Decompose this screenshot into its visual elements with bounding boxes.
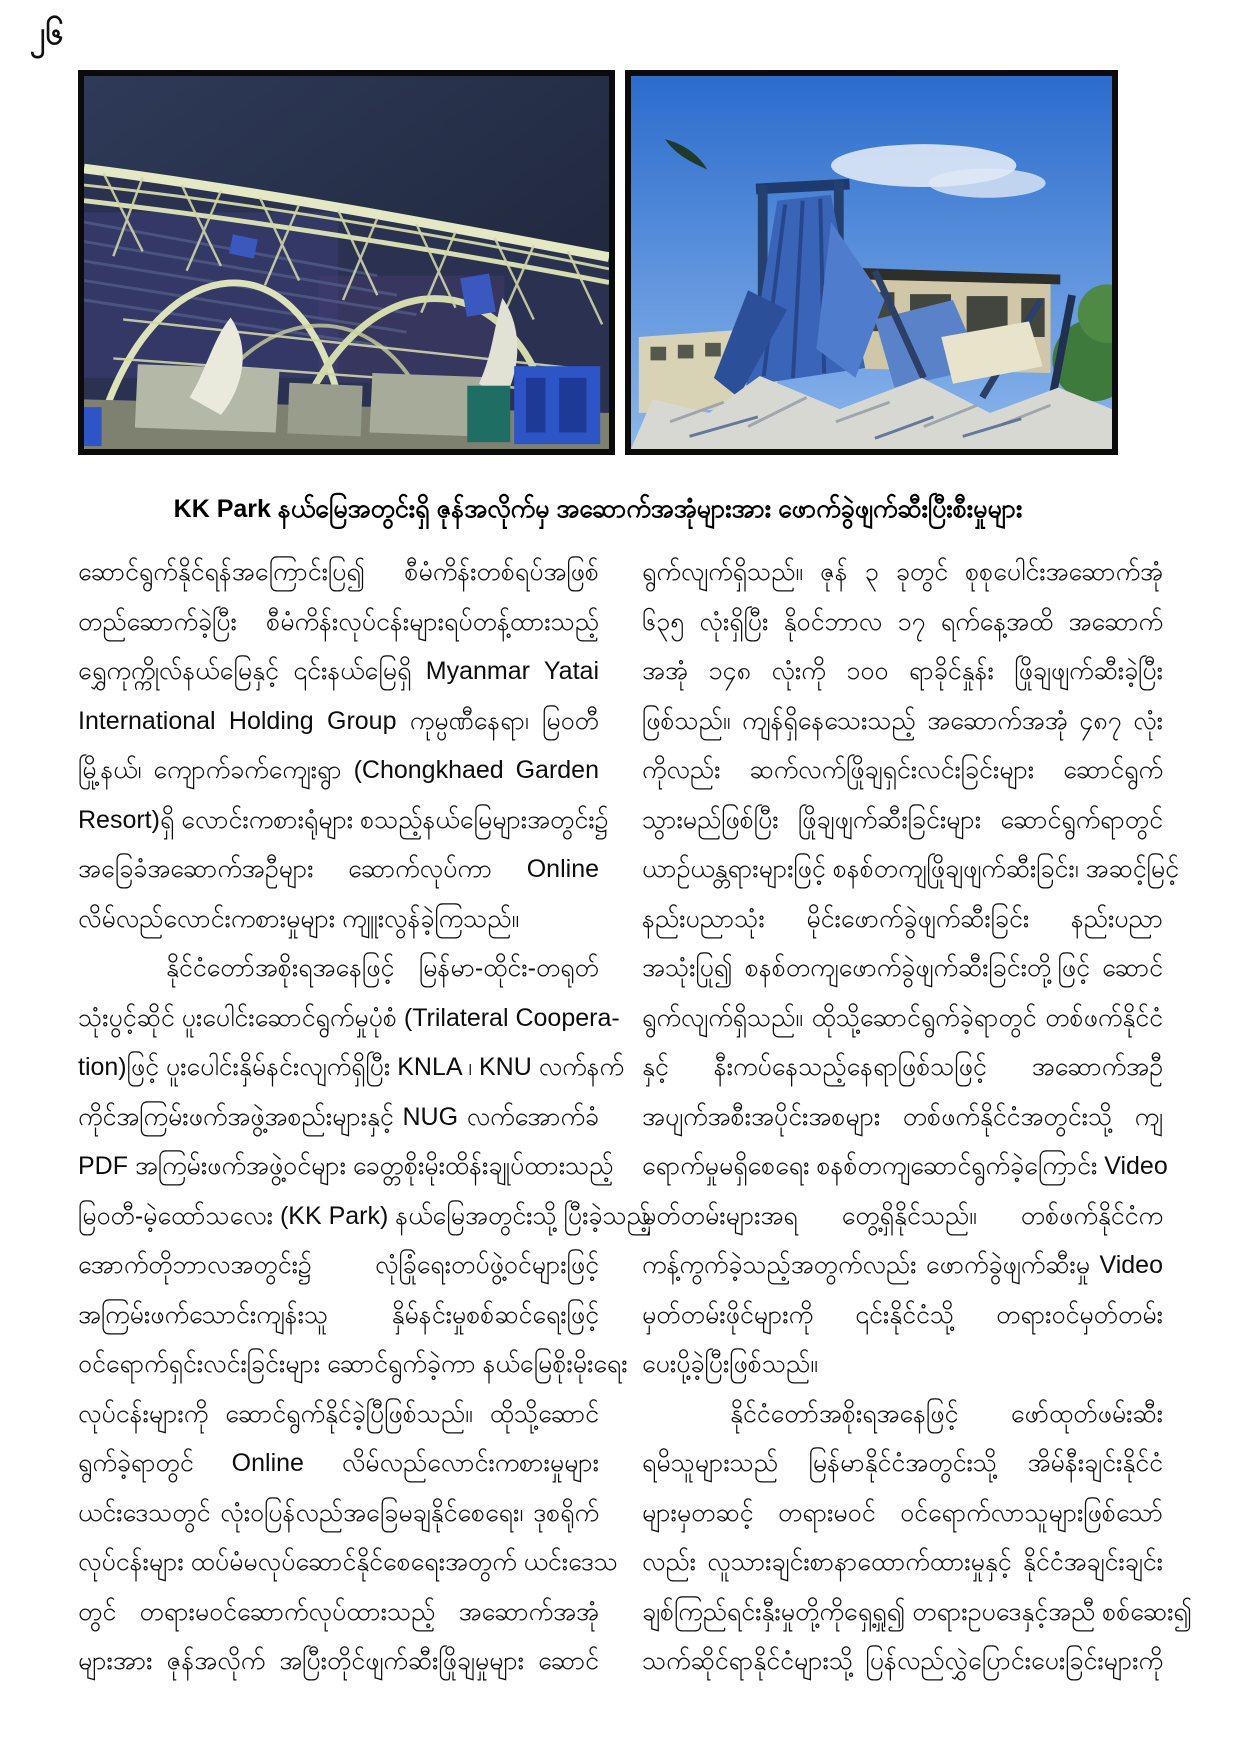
- text-line: ကိုင်အကြမ်းဖက်အဖွဲ့အစည်းများနှင့် NUG လက်အောက်ခံ: [78, 1102, 599, 1131]
- text-line: လုပ်ငန်းများ ထပ်မံမလုပ်ဆောင်နိုင်စေရေးအတွက် ယင်းဒေသ: [78, 1548, 618, 1576]
- article-column-right: [642, 548, 1193, 1687]
- text-line: ယင်းဒေသတွင် လုံးဝပြန်လည်အခြေမချနိုင်စေရေး၊ ဒုစရိုက်: [78, 1498, 599, 1527]
- night-demolition-illustration: [84, 76, 609, 449]
- article-body: [78, 548, 1193, 1687]
- text-line: ယာဉ်ယန္တရားများဖြင့် စနစ်တကျဖြိုချဖျက်ဆီးခြင်း၊ အဆင့်မြင့်: [642, 855, 1179, 883]
- text-line: နိုင်ငံတော်အစိုးရအနေဖြင့် ဖော်ထုတ်ဖမ်းဆီး: [730, 1399, 1163, 1428]
- text-line: ပေးပို့ခဲ့ပြီးဖြစ်သည်။: [642, 1350, 818, 1378]
- text-line: လိမ်လည်လောင်းကစားမှုများ ကျူးလွန်ခဲ့ကြသည်။: [78, 904, 520, 933]
- text-line: Resort)ရှိ လောင်းကစားရုံများ စသည့်နယ်မြေများအတွင်း၌: [78, 805, 609, 834]
- text-line: ရောက်မှုမရှိစေရေး စနစ်တကျဆောင်ရွက်ခဲ့ကြောင်း Video: [642, 1152, 1168, 1180]
- text-line: နှင့် နီးကပ်နေသည့်နေရာဖြစ်သဖြင့် အဆောက်အဦ: [642, 1053, 1163, 1081]
- text-line: tion)ဖြင့် ပူးပေါင်းနှိမ်နင်းလျက်ရှိပြီး KNLA ၊ KNU လက်နက်: [78, 1053, 625, 1081]
- text-line: နိုင်ငံတော်အစိုးရအနေဖြင့် မြန်မာ-ထိုင်း-တရုတ်: [166, 954, 599, 982]
- text-line: အပျက်အစီးအပိုင်းအစများ တစ်ဖက်နိုင်ငံအတွင်းသို့ ကျ: [642, 1102, 1163, 1131]
- text-line: သွားမည်ဖြစ်ပြီး ဖြိုချဖျက်ဆီးခြင်းများ ဆောင်ရွက်ရာတွင်: [642, 805, 1163, 834]
- text-line: ၆၃၅ လုံးရှိပြီး နိုဝင်ဘာလ ၁၇ ရက်နေ့အထိ အဆောက်: [642, 607, 1163, 636]
- text-line: ရွက်လျက်ရှိသည်။ ဇုန် ၃ ခုတွင် စုစုပေါင်းအဆောက်အုံ: [642, 558, 1163, 586]
- text-line: မြို့နယ်၊ ကျောက်ခက်ကျေးရွာ (Chongkhaed Garden: [78, 756, 599, 784]
- text-line: သုံးပွင့်ဆိုင် ပူးပေါင်းဆောင်ရွက်မှုပုံစံ (Trilateral Coopera-: [78, 1003, 620, 1032]
- text-line: ရမိသူများသည် မြန်မာနိုင်ငံအတွင်းသို့ အိမ်နီးချင်းနိုင်ငံ: [642, 1449, 1163, 1477]
- text-line: မြဝတီ-မဲ့ထော်သလေး (KK Park) နယ်မြေအတွင်းသို့ ပြီးခဲ့သည့်: [78, 1201, 651, 1230]
- text-line: ရွှေကုက္ကိုလ်နယ်မြေနှင့် ၎င်းနယ်မြေရှိ Myanmar Yatai: [78, 657, 599, 685]
- text-line: ရွက်ခဲ့ရာတွင် Online လိမ်လည်လောင်းကစားမှုများ: [78, 1449, 599, 1477]
- text-line: တည်ဆောက်ခဲ့ပြီး စီမံကိန်းလုပ်ငန်းများရပ်တန့်ထားသည့်: [78, 607, 599, 636]
- photo-row: [78, 70, 1118, 455]
- photo-day-rubble: [625, 70, 1118, 455]
- text-line: PDF အကြမ်းဖက်အဖွဲ့ဝင်များ ခေတ္တစိုးမိုးထိန်းချုပ်ထားသည့်: [78, 1152, 614, 1180]
- page-number: ၂၆: [30, 15, 64, 51]
- text-line: လည်း လူသားချင်းစာနာထောက်ထားမှုနှင့် နိုင်ငံအချင်းချင်း: [642, 1548, 1163, 1576]
- text-line: ဝင်ရောက်ရှင်းလင်းခြင်းများ ဆောင်ရွက်ခဲ့ကာ နယ်မြေစိုးမိုးရေး: [78, 1350, 628, 1378]
- article-column-left: [78, 548, 651, 1687]
- text-line: တွင် တရားမဝင်ဆောက်လုပ်ထားသည့် အဆောက်အအုံ: [78, 1597, 599, 1626]
- text-line: မှတ်တမ်းဖိုင်များကို ၎င်းနိုင်ငံသို့ တရားဝင်မှတ်တမ်း: [642, 1300, 1163, 1329]
- text-line: အခြေခံအဆောက်အဦများ ဆောက်လုပ်ကာ Online: [78, 855, 599, 883]
- text-line: အောက်တိုဘာလအတွင်း၌ လုံခြုံရေးတပ်ဖွဲ့ဝင်များဖြင့်: [78, 1251, 599, 1279]
- text-line: ကန့်ကွက်ခဲ့သည့်အတွက်လည်း ဖောက်ခွဲဖျက်ဆီးမှု Video: [642, 1251, 1163, 1279]
- text-line: များအား ဇုန်အလိုက် အပြီးတိုင်ဖျက်ဆီးဖြိုချမှုများ ဆောင်: [78, 1647, 599, 1675]
- text-line: ကိုလည်း ဆက်လက်ဖြိုချရှင်းလင်းခြင်းများ ဆောင်ရွက်: [642, 756, 1163, 784]
- text-line: ရွက်လျက်ရှိသည်။ ထိုသို့ဆောင်ရွက်ခဲ့ရာတွင် တစ်ဖက်နိုင်ငံ: [642, 1003, 1163, 1032]
- text-line: သက်ဆိုင်ရာနိုင်ငံများသို့ ပြန်လည်လွှဲပြောင်းပေးခြင်းများကို: [642, 1647, 1163, 1675]
- text-line: ဆောင်ရွက်နိုင်ရန်အကြောင်းပြ၍ စီမံကိန်းတစ်ရပ်အဖြစ်: [78, 558, 599, 586]
- photo-caption: KK Park နယ်မြေအတွင်းရှိ ဇုန်အလိုက်မှ အဆောက်အအုံများအား ဖောက်ခွဲဖျက်ဆီးပြီးစီးမှုများ: [173, 495, 1023, 523]
- text-line: ချစ်ကြည်ရင်းနှီးမှုတို့ကိုရှေ့ရှု၍ တရားဥပဒေနှင့်အညီ စစ်ဆေး၍: [642, 1597, 1193, 1626]
- photo-night-demolition: [78, 70, 615, 455]
- text-line: လုပ်ငန်းများကို ဆောင်ရွက်နိုင်ခဲ့ပြီဖြစ်သည်။ ထိုသို့ဆောင်: [78, 1399, 599, 1428]
- text-line: နည်းပညာသုံး မိုင်းဖောက်ခွဲဖျက်ဆီးခြင်း နည်းပညာ: [642, 904, 1163, 933]
- text-line: International Holding Group ကုမ္ပဏီနေရာ၊ မြဝတီ: [78, 706, 599, 735]
- text-line: အကြမ်းဖက်သောင်းကျန်းသူ နှိမ်နင်းမှုစစ်ဆင်ရေးဖြင့်: [78, 1300, 599, 1329]
- text-line: အအုံ ၁၄၈ လုံးကို ၁၀၀ ရာခိုင်နှုန်း ဖြိုချဖျက်ဆီးခဲ့ပြီး: [642, 657, 1163, 685]
- day-rubble-illustration: [631, 76, 1112, 449]
- text-line: အသုံးပြု၍ စနစ်တကျဖောက်ခွဲဖျက်ဆီးခြင်းတို့ဖြင့် ဆောင်: [642, 954, 1163, 982]
- text-line: ဖြစ်သည်။ ကျန်ရှိနေသေးသည့် အဆောက်အအုံ ၄၈၇ လုံး: [642, 706, 1163, 735]
- text-line: များမှတဆင့် တရားမဝင် ဝင်ရောက်လာသူများဖြစ်သော်: [642, 1498, 1163, 1527]
- text-line: မှတ်တမ်းများအရ တွေ့ရှိနိုင်သည်။ တစ်ဖက်နိုင်ငံက: [642, 1201, 1163, 1230]
